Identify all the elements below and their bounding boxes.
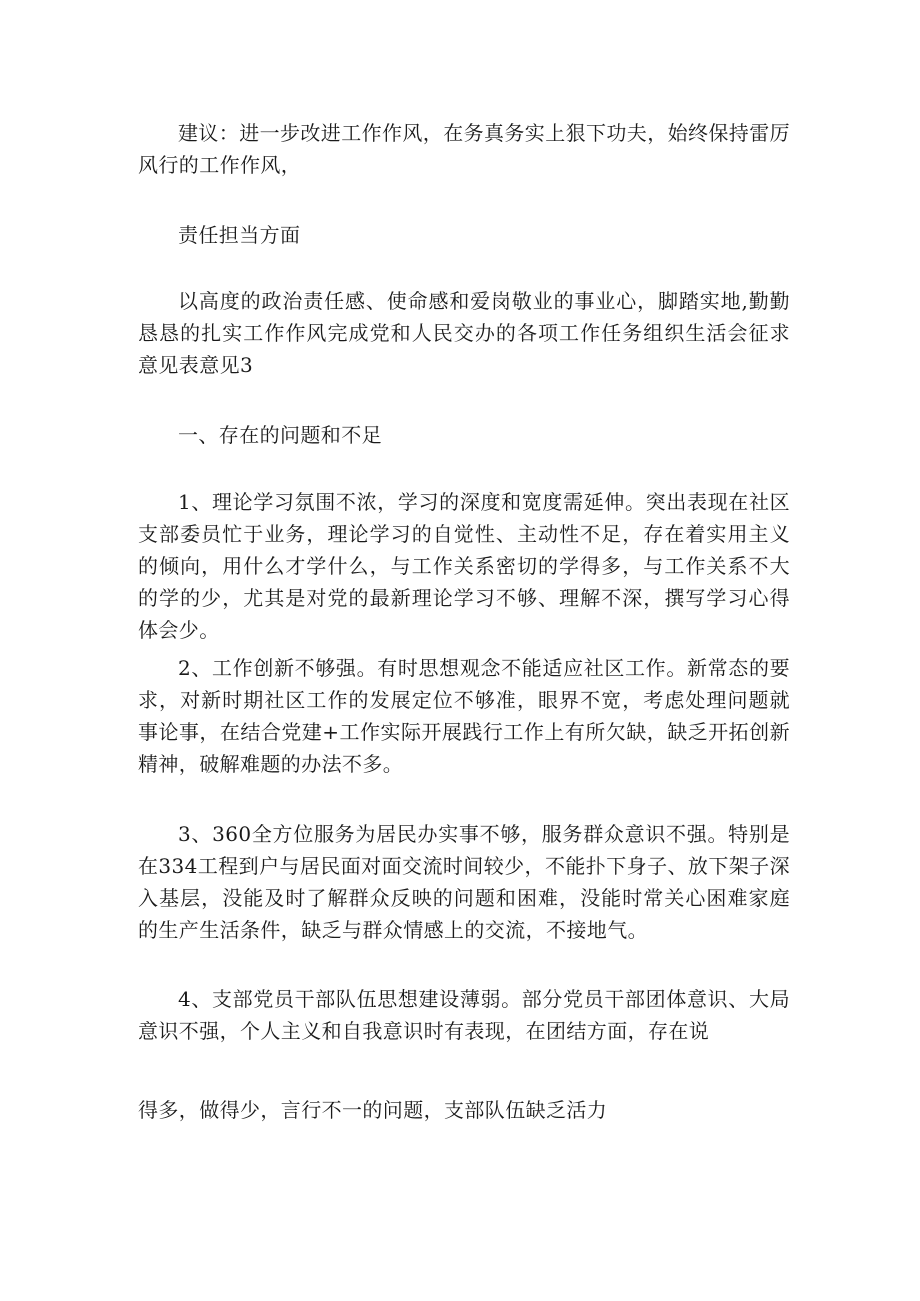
section-heading-problems: 一、存在的问题和不足 [178, 423, 382, 447]
responsibility-paragraph: 以高度的政治责任感、使命感和爱岗敬业的事业心，脚踏实地,勤勤恳恳的扎实工作作风完成党和人民交办的各项工作任务组织生活会征求意见表意见3 [138, 289, 790, 377]
suggestion-paragraph: 建议：进一步改进工作作风，在务真务实上狠下功夫，始终保持雷厉风行的工作作风， [138, 121, 790, 177]
problem-item-3: 3、360全方位服务为居民办实事不够，服务群众意识不强。特别是在334工程到户与居民面对面交流时间较少，不能扑下身子、放下架子深入基层，没能及时了解群众反映的问题和困难，没能时常关心困难家庭的生产生活条件，缺乏与群众情感上的交流，不接地气。 [138, 822, 790, 942]
problem-item-4-continued: 得多，做得少，言行不一的问题，支部队伍缺乏活力 [138, 1098, 608, 1122]
section-heading-responsibility: 责任担当方面 [178, 223, 301, 247]
problem-item-4: 4、支部党员干部队伍思想建设薄弱。部分党员干部团体意识、大局意识不强，个人主义和自我意识时有表现，在团结方面，存在说 [138, 987, 790, 1043]
problem-item-2: 2、工作创新不够强。有时思想观念不能适应社区工作。新常态的要求，对新时期社区工作的发展定位不够准，眼界不宽，考虑处理问题就事论事，在结合党建+工作实际开展践行工作上有所欠缺，缺乏开拓创新精神，破解难题的办法不多。 [138, 656, 790, 776]
problem-item-1: 1、理论学习氛围不浓，学习的深度和宽度需延伸。突出表现在社区支部委员忙于业务，理论学习的自觉性、主动性不足，存在着实用主义的倾向，用什么才学什么，与工作关系密切的学得多，与工作关系不大的学的少，尤其是对党的最新理论学习不够、理解不深，撰写学习心得体会少。 [138, 490, 790, 642]
